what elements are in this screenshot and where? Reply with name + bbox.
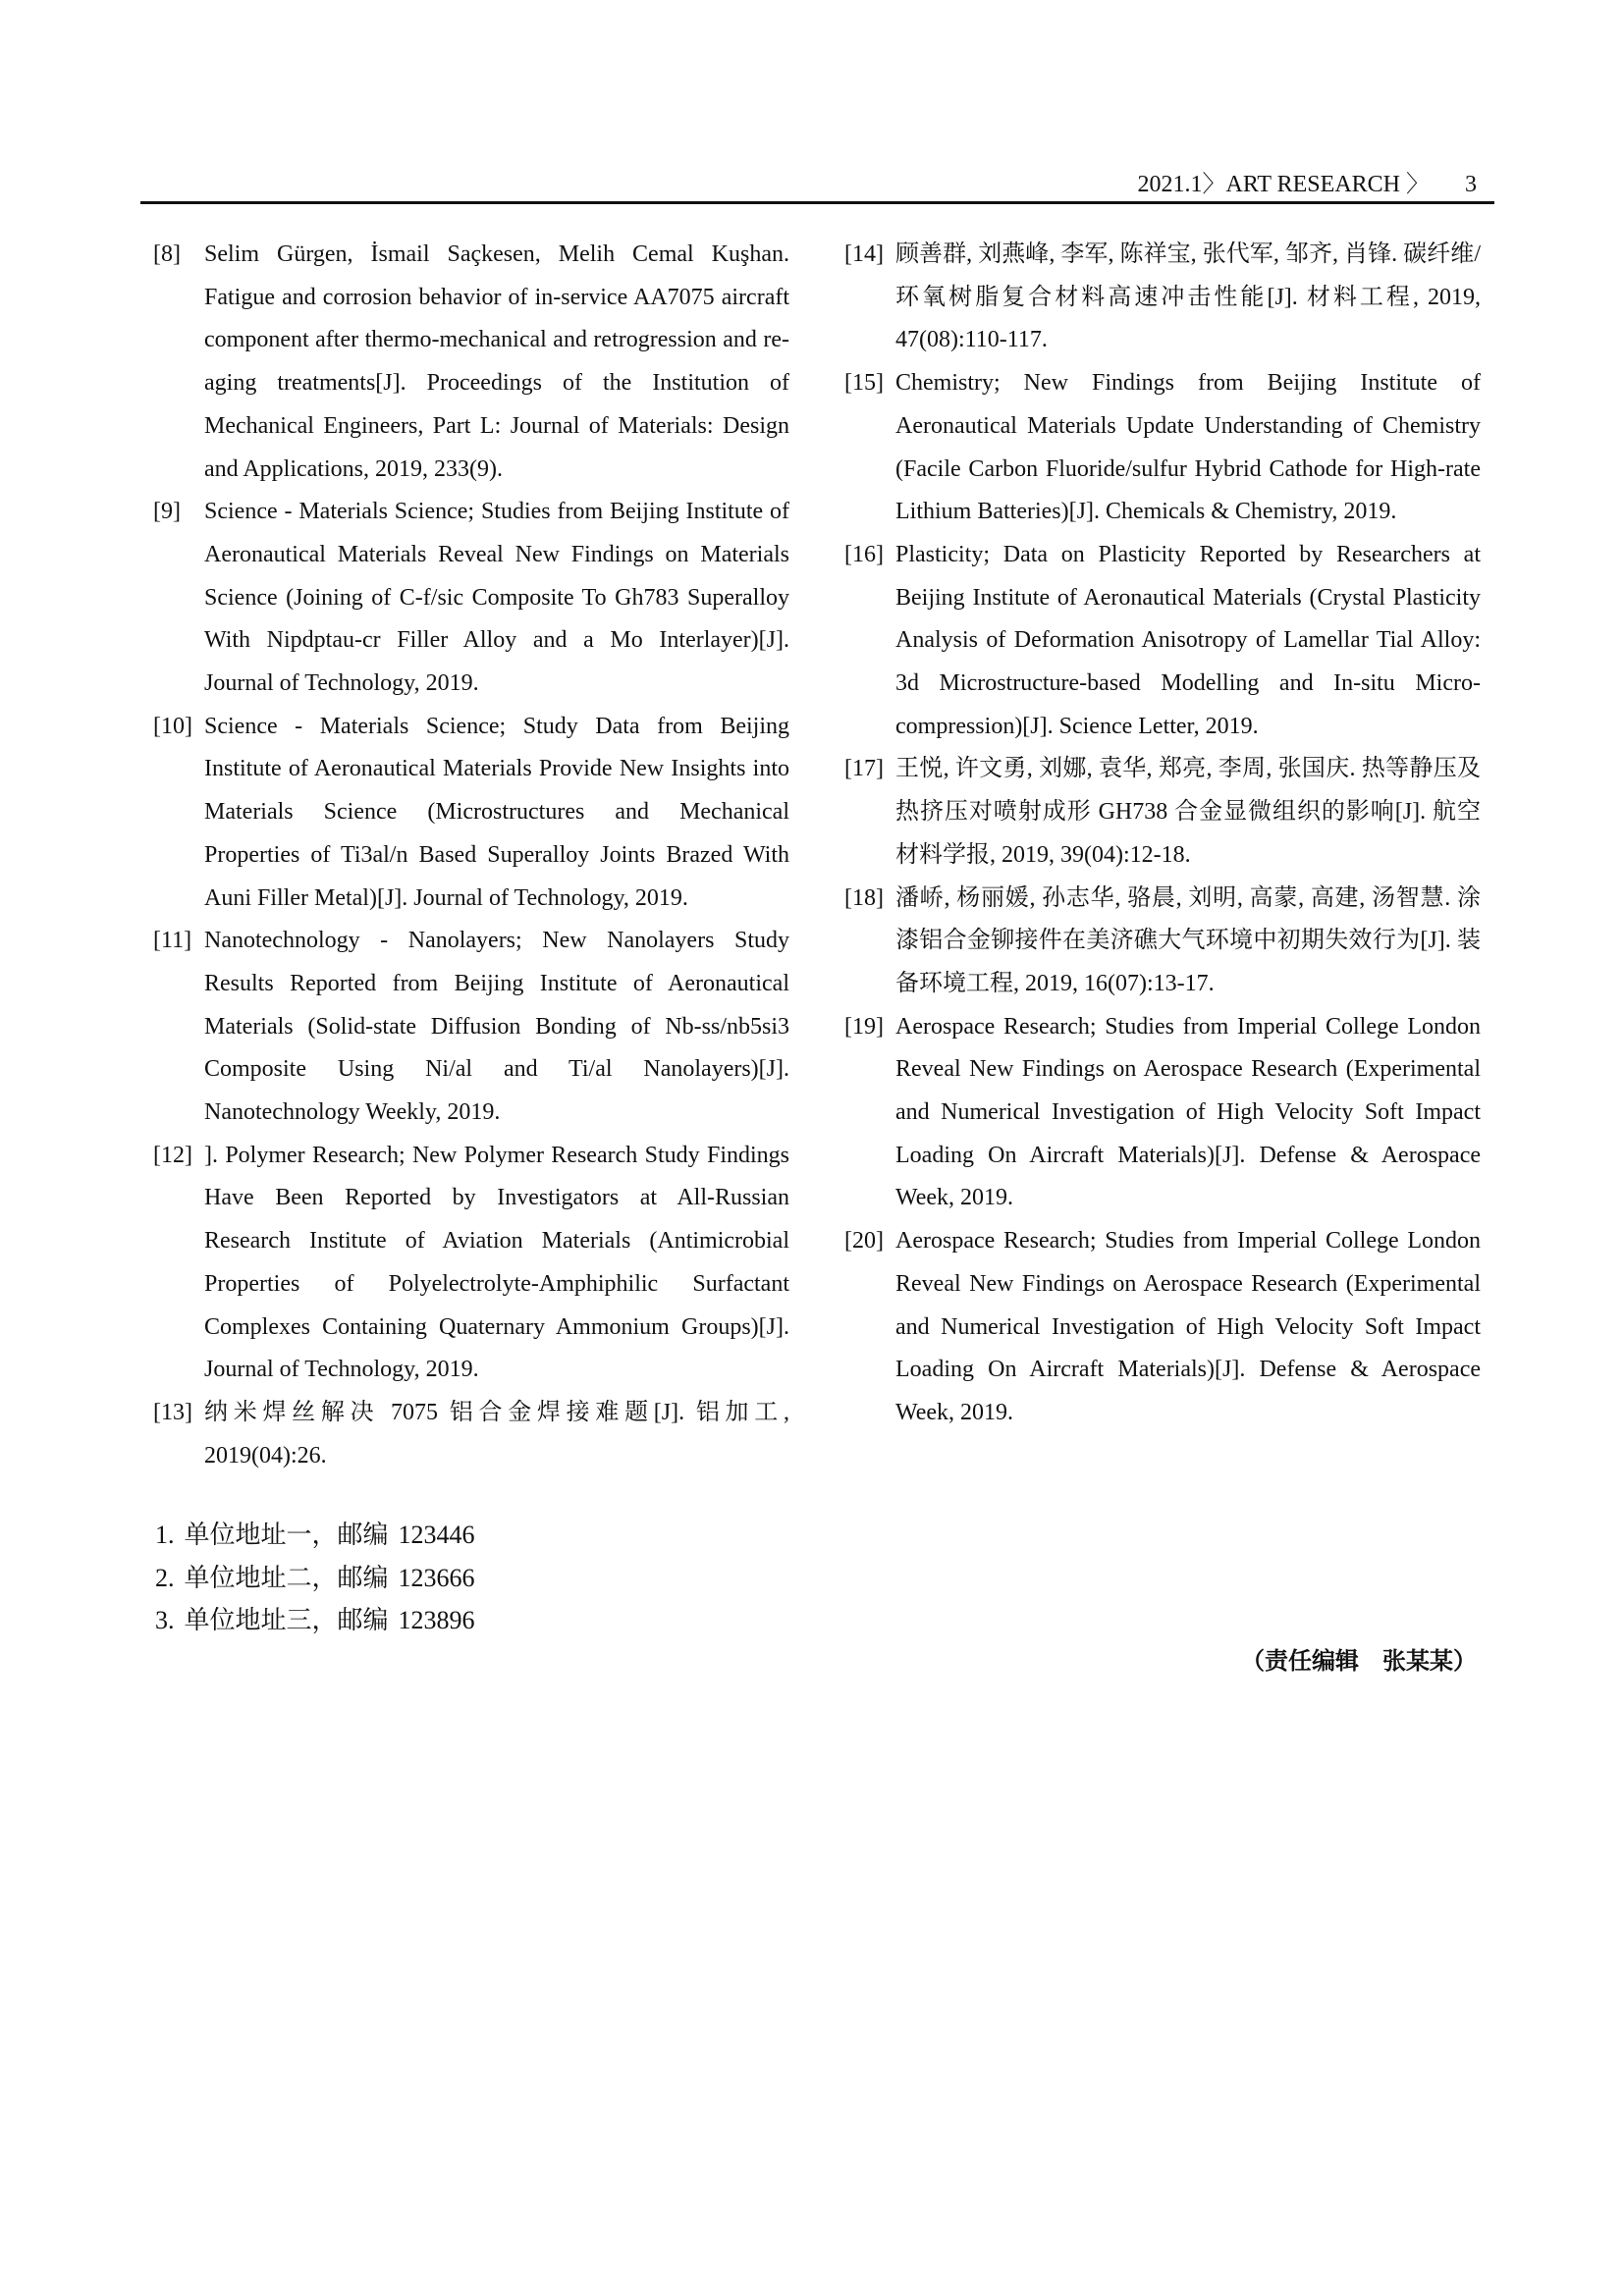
references-right-column (844, 234, 1483, 1435)
affiliation-number: 3. (155, 1606, 175, 1635)
reference-number: [11] (153, 928, 192, 954)
reference-number: [12] (153, 1142, 192, 1168)
reference-number: [9] (153, 499, 181, 525)
reference-item (153, 1392, 791, 1477)
affiliation-text: 单位地址一，邮编 (184, 1521, 389, 1549)
affiliation-text: 单位地址二，邮编 (184, 1563, 389, 1592)
reference-item (153, 491, 791, 706)
reference-item (844, 1006, 1483, 1221)
reference-item (153, 920, 791, 1135)
reference-item (153, 706, 791, 921)
reference-number: [13] (153, 1399, 192, 1425)
affiliation-text: 单位地址三，邮编 (184, 1606, 389, 1635)
reference-text: Nanotechnology - Nanolayers; New Nanolayers Study Results Reported from Beijing Institute of Aeronautical Materials (Solid-state Diffusion Bonding of Nb-ss/nb5si3 Composite Using Ni/al and Ti/al Nanolayers)[J]. Nanotechnology Weekly, 2019. (204, 928, 789, 1126)
reference-number: [8] (153, 241, 181, 267)
page-number: 3 (1465, 172, 1477, 197)
reference-item (844, 878, 1483, 1006)
reference-number: [14] (844, 241, 884, 267)
reference-number: [15] (844, 370, 884, 397)
reference-text: Selim Gürgen, İsmail Saçkesen, Melih Cemal Kuşhan. Fatigue and corrosion behavior of in-service AA7075 aircraft component after thermo-mechanical and retrogression and re-aging treatments[J]. Proceedings of the Institution of Mechanical Engineers, Part L: Journal of Materials: Design and Applications, 2019, 233(9). (204, 241, 789, 482)
reference-number: [16] (844, 541, 884, 567)
affiliation-item (155, 1599, 485, 1642)
reference-item (844, 362, 1483, 534)
reference-text: 纳米焊丝解决 7075 铝合金焊接难题[J]. 铝加工, 2019(04):26. (204, 1399, 789, 1468)
reference-text: Aerospace Research; Studies from Imperial College London Reveal New Findings on Aerospace Research (Experimental and Numerical Investigation of High Velocity Soft Impact Loading On Aircraft Materials)[J]. Defense & Aerospace Week, 2019. (895, 1228, 1481, 1425)
reference-text: ]. Polymer Research; New Polymer Research Study Findings Have Been Reported by Investigators at All-Russian Research Institute of Aviation Materials (Antimicrobial Properties of Polyelectrolyte-Amphiphilic Surfactant Complexes Containing Quaternary Ammonium Groups)[J]. Journal of Technology, 2019. (204, 1142, 789, 1383)
responsible-editor: （责任编辑 张某某） (1241, 1647, 1477, 1675)
reference-text: Chemistry; New Findings from Beijing Institute of Aeronautical Materials Update Understanding of Chemistry (Facile Carbon Fluoride/sulfur Hybrid Cathode for High-rate Lithium Batteries)[J]. Chemicals & Chemistry, 2019. (895, 370, 1481, 525)
reference-text: Aerospace Research; Studies from Imperial College London Reveal New Findings on Aerospace Research (Experimental and Numerical Investigation of High Velocity Soft Impact Loading On Aircraft Materials)[J]. Defense & Aerospace Week, 2019. (895, 1013, 1481, 1211)
affiliation-number: 1. (155, 1521, 175, 1549)
affiliation-item (155, 1557, 485, 1600)
header-rule (140, 201, 1494, 204)
reference-number: [19] (844, 1013, 884, 1040)
reference-text: Science - Materials Science; Studies from Beijing Institute of Aeronautical Materials Reveal New Findings on Materials Science (Joining of C-f/sic Composite To Gh783 Superalloy With Nipdptau-cr Filler Alloy and a Mo Interlayer)[J]. Journal of Technology, 2019. (204, 499, 789, 697)
reference-text: 顾善群, 刘燕峰, 李军, 陈祥宝, 张代军, 邹齐, 肖锋. 碳纤维/环氧树脂复合材料高速冲击性能[J]. 材料工程, 2019, 47(08):110-117. (895, 241, 1481, 353)
running-header (140, 167, 1494, 202)
reference-number: [17] (844, 756, 884, 782)
reference-number: [10] (153, 713, 192, 739)
affiliation-list (155, 1514, 485, 1642)
reference-number: [18] (844, 884, 884, 911)
references-left-column (153, 234, 791, 1477)
reference-text: Science - Materials Science; Study Data from Beijing Institute of Aeronautical Materials Provide New Insights into Materials Science (Microstructures and Mechanical Properties of Ti3al/n Based Superalloy Joints Brazed With Auni Filler Metal)[J]. Journal of Technology, 2019. (204, 713, 789, 911)
affiliation-number: 2. (155, 1563, 175, 1592)
reference-item (844, 1220, 1483, 1435)
reference-item (153, 234, 791, 491)
postal-code: 123446 (398, 1521, 475, 1549)
reference-item (844, 748, 1483, 877)
postal-code: 123666 (398, 1563, 475, 1592)
running-title: 2021.1〉ART RESEARCH 〉 (1137, 172, 1430, 197)
reference-text: Plasticity; Data on Plasticity Reported by Researchers at Beijing Institute of Aeronautical Materials (Crystal Plasticity Analysis of Deformation Anisotropy of Lamellar Tial Alloy: 3d Microstructure-based Modelling and In-situ Micro-compression)[J]. Science Letter, 2019. (895, 541, 1481, 739)
reference-text: 潘峤, 杨丽媛, 孙志华, 骆晨, 刘明, 高蒙, 高建, 汤智慧. 涂漆铝合金铆接件在美济礁大气环境中初期失效行为[J]. 装备环境工程, 2019, 16(07):13-17. (895, 884, 1481, 996)
affiliation-item (155, 1514, 485, 1557)
postal-code: 123896 (398, 1606, 475, 1635)
reference-number: [20] (844, 1228, 884, 1255)
reference-item (153, 1135, 791, 1392)
reference-item (844, 234, 1483, 362)
reference-text: 王悦, 许文勇, 刘娜, 袁华, 郑亮, 李周, 张国庆. 热等静压及热挤压对喷射成形 GH738 合金显微组织的影响[J]. 航空材料学报, 2019, 39(04):12-18. (895, 756, 1481, 868)
reference-item (844, 534, 1483, 749)
